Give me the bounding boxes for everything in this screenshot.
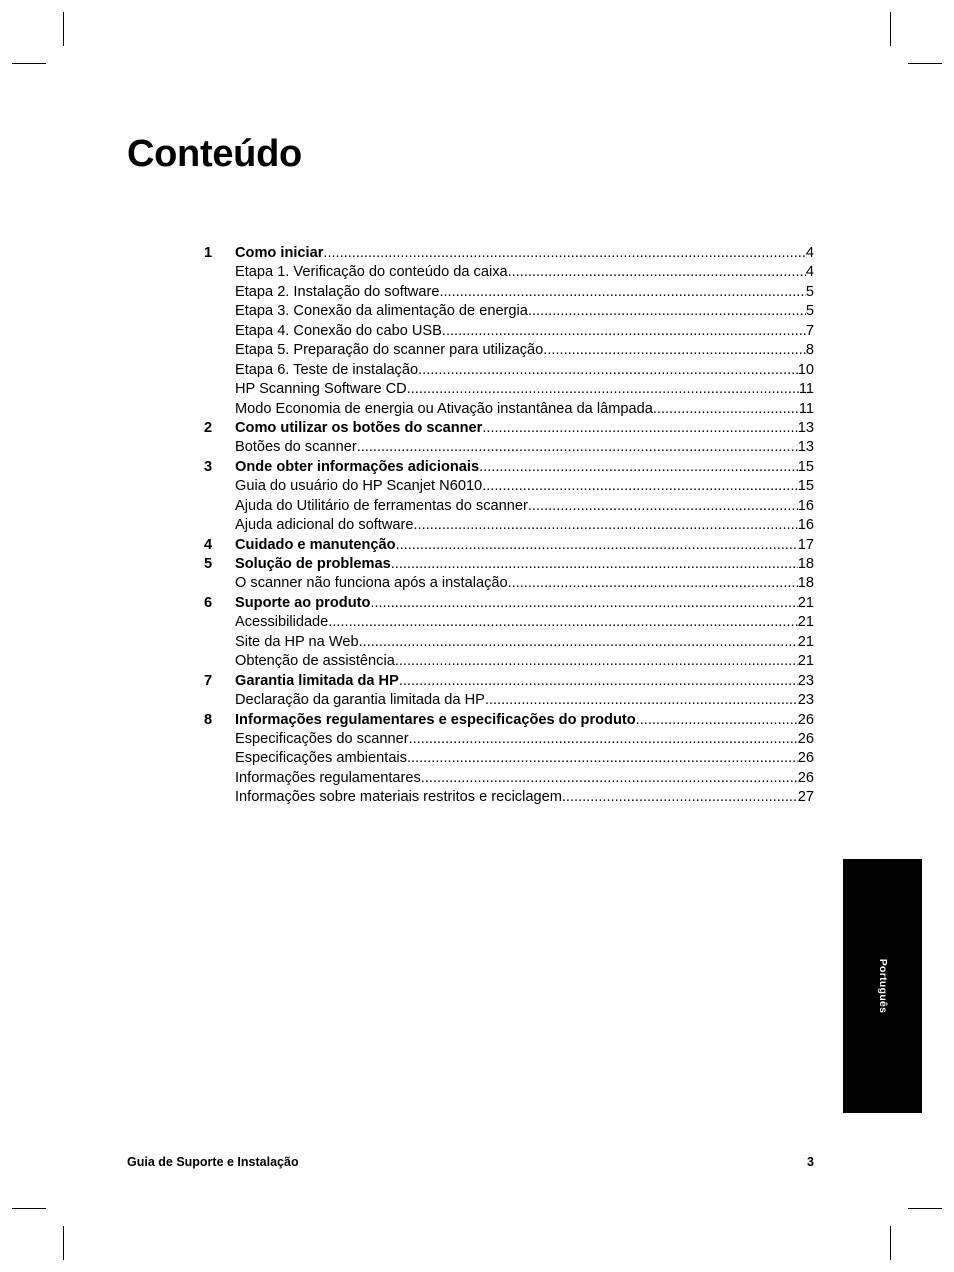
toc-section-link[interactable] — [235, 769, 814, 788]
toc-row — [204, 419, 814, 438]
toc-page-number: 10 — [797, 361, 814, 378]
toc-dot-leader — [413, 516, 797, 535]
toc-row — [204, 361, 814, 380]
toc-page-number: 21 — [797, 633, 814, 650]
language-tab — [843, 859, 922, 1113]
toc-entry-label: Informações sobre materiais restritos e reciclagem — [235, 789, 562, 806]
toc-row — [204, 711, 814, 730]
toc-chapter-link[interactable] — [235, 419, 814, 438]
toc-page-number: 11 — [798, 400, 814, 417]
toc-chapter-link[interactable] — [235, 711, 814, 730]
toc-page-number: 5 — [805, 303, 814, 320]
toc-page-number: 26 — [797, 750, 814, 767]
toc-entry-label: Garantia limitada da HP — [235, 672, 399, 689]
toc-page-number: 23 — [797, 672, 814, 689]
toc-entry-label: Ajuda do Utilitário de ferramentas do scanner — [235, 497, 528, 514]
toc-section-link[interactable] — [235, 691, 814, 710]
toc-page-number: 27 — [797, 789, 814, 806]
toc-page-number: 26 — [797, 730, 814, 747]
page-number: 3 — [807, 1155, 814, 1169]
toc-dot-leader — [508, 263, 806, 282]
toc-row — [204, 341, 814, 360]
toc-entry-label: Acessibilidade — [235, 614, 329, 631]
toc-page-number: 18 — [797, 575, 814, 592]
toc-dot-leader — [407, 749, 798, 768]
toc-row — [204, 672, 814, 691]
toc-page-number: 21 — [797, 594, 814, 611]
toc-dot-leader — [328, 613, 797, 632]
toc-page-number: 15 — [797, 458, 814, 475]
toc-chapter-link[interactable] — [235, 672, 814, 691]
toc-chapter-link[interactable] — [235, 555, 814, 574]
toc-dot-leader — [323, 244, 805, 263]
toc-entry-label: Etapa 5. Preparação do scanner para utilização — [235, 342, 544, 359]
toc-chapter-number: 1 — [204, 245, 213, 261]
toc-section-link[interactable] — [235, 322, 814, 341]
toc-row — [204, 652, 814, 671]
toc-dot-leader — [439, 283, 805, 302]
toc-entry-label: HP Scanning Software CD — [235, 381, 407, 398]
toc-section-link[interactable] — [235, 730, 814, 749]
toc-section-link[interactable] — [235, 749, 814, 768]
toc-section-link[interactable] — [235, 361, 814, 380]
toc-entry-label: Etapa 6. Teste de instalação — [235, 361, 419, 378]
toc-section-link[interactable] — [235, 574, 814, 593]
toc-entry-label: Ajuda adicional do software — [235, 517, 414, 534]
toc-chapter-number: 2 — [204, 419, 213, 436]
toc-section-link[interactable] — [235, 380, 814, 399]
toc-dot-leader — [543, 341, 806, 360]
toc-dot-leader — [528, 497, 798, 516]
toc-page-number: 13 — [797, 439, 814, 456]
toc-dot-leader — [562, 788, 798, 807]
toc-section-link[interactable] — [235, 613, 814, 632]
toc-entry-label: Declaração da garantia limitada da HP — [235, 692, 485, 709]
toc-chapter-number: 3 — [204, 458, 213, 475]
toc-dot-leader — [391, 555, 798, 574]
toc-entry-label: Etapa 1. Verificação do conteúdo da caixa — [235, 264, 508, 281]
toc-section-link[interactable] — [235, 302, 814, 321]
toc-page-number: 18 — [797, 556, 814, 572]
toc-chapter-link[interactable] — [235, 594, 814, 613]
toc-entry-label: Especificações do scanner — [235, 730, 409, 747]
toc-dot-leader — [399, 672, 798, 691]
toc-page-number: 7 — [805, 322, 814, 339]
toc-chapter-number: 5 — [204, 556, 213, 572]
toc-entry-label: Onde obter informações adicionais — [235, 458, 480, 475]
toc-entry-label: Como utilizar os botões do scanner — [235, 419, 483, 436]
toc-dot-leader — [407, 380, 799, 399]
page-title: Conteúdo — [127, 133, 302, 175]
toc-entry-label: Etapa 4. Conexão do cabo USB — [235, 322, 442, 339]
toc-section-link[interactable] — [235, 633, 814, 652]
toc-chapter-link[interactable] — [235, 458, 814, 477]
toc-row — [204, 244, 814, 263]
toc-row — [204, 497, 814, 516]
toc-entry-label: Informações regulamentares — [235, 769, 421, 786]
toc-entry-label: Solução de problemas — [235, 556, 391, 572]
toc-row — [204, 400, 814, 419]
toc-row — [204, 788, 814, 807]
toc-entry-label: Como iniciar — [235, 245, 324, 261]
toc-row — [204, 749, 814, 768]
toc-row — [204, 322, 814, 341]
toc-dot-leader — [409, 730, 798, 749]
toc-row — [204, 302, 814, 321]
toc-page-number: 23 — [797, 692, 814, 709]
toc-section-link[interactable] — [235, 263, 814, 282]
toc-row — [204, 730, 814, 749]
toc-dot-leader — [418, 361, 798, 380]
toc-entry-label: Cuidado e manutenção — [235, 536, 396, 553]
toc-page-number: 17 — [797, 536, 814, 553]
toc-chapter-number: 6 — [204, 594, 213, 611]
crop-mark — [12, 63, 46, 64]
toc-page-number: 21 — [797, 653, 814, 670]
toc-row — [204, 263, 814, 282]
toc-row — [204, 574, 814, 593]
toc-entry-label: Modo Economia de energia ou Ativação instantânea da lâmpada — [235, 400, 653, 417]
toc-entry-label: O scanner não funciona após a instalação — [235, 575, 508, 592]
crop-mark — [890, 12, 891, 46]
table-of-contents — [204, 244, 814, 808]
toc-chapter-number: 8 — [204, 711, 213, 728]
toc-chapter-link[interactable] — [235, 536, 814, 555]
toc-chapter-number: 4 — [204, 536, 213, 553]
toc-entry-label: Etapa 2. Instalação do software — [235, 283, 440, 300]
crop-mark — [63, 12, 64, 46]
toc-section-link[interactable] — [235, 283, 814, 302]
toc-entry-label: Etapa 3. Conexão da alimentação de energia — [235, 303, 528, 320]
crop-mark — [908, 63, 942, 64]
toc-row — [204, 613, 814, 632]
toc-page-number: 26 — [797, 769, 814, 786]
footer-title: Guia de Suporte e Instalação — [127, 1155, 299, 1169]
crop-mark — [890, 1226, 891, 1260]
toc-page-number: 5 — [805, 283, 814, 300]
toc-page-number: 16 — [797, 517, 814, 534]
toc-row — [204, 536, 814, 555]
toc-dot-leader — [442, 322, 806, 341]
toc-row — [204, 516, 814, 535]
toc-page-number: 8 — [805, 342, 814, 359]
toc-row — [204, 438, 814, 457]
toc-row — [204, 283, 814, 302]
toc-page-number: 26 — [797, 711, 814, 728]
toc-page-number: 11 — [798, 381, 814, 398]
toc-chapter-link[interactable] — [235, 244, 814, 263]
toc-section-link[interactable] — [235, 788, 814, 807]
crop-mark — [63, 1226, 64, 1260]
language-tab-label: Português — [876, 958, 889, 1014]
toc-dot-leader — [396, 536, 798, 555]
toc-section-link[interactable] — [235, 438, 814, 457]
toc-section-link[interactable] — [235, 341, 814, 360]
toc-dot-leader — [482, 419, 797, 438]
toc-dot-leader — [421, 769, 798, 788]
toc-entry-label: Site da HP na Web — [235, 633, 359, 650]
toc-chapter-number: 7 — [204, 672, 213, 689]
toc-page-number: 15 — [797, 478, 814, 495]
crop-mark — [908, 1208, 942, 1209]
crop-mark — [12, 1208, 46, 1209]
toc-row — [204, 691, 814, 710]
toc-section-link[interactable] — [235, 477, 814, 496]
toc-entry-label: Especificações ambientais — [235, 750, 407, 767]
toc-section-link[interactable] — [235, 400, 814, 419]
toc-page-number: 4 — [805, 264, 814, 281]
toc-dot-leader — [370, 594, 797, 613]
toc-dot-leader — [528, 302, 806, 321]
toc-dot-leader — [479, 458, 798, 477]
toc-dot-leader — [482, 477, 798, 496]
toc-section-link[interactable] — [235, 652, 814, 671]
toc-dot-leader — [508, 574, 798, 593]
toc-dot-leader — [653, 400, 799, 419]
toc-row — [204, 555, 814, 574]
toc-page-number: 21 — [797, 614, 814, 631]
toc-row — [204, 633, 814, 652]
toc-entry-label: Guia do usuário do HP Scanjet N6010 — [235, 478, 483, 495]
toc-entry-label: Informações regulamentares e especificações do produto — [235, 711, 636, 728]
toc-entry-label: Botões do scanner — [235, 439, 357, 456]
toc-row — [204, 380, 814, 399]
toc-entry-label: Obtenção de assistência — [235, 653, 395, 670]
toc-section-link[interactable] — [235, 516, 814, 535]
toc-dot-leader — [359, 633, 798, 652]
toc-entry-label: Suporte ao produto — [235, 594, 371, 611]
toc-row — [204, 477, 814, 496]
toc-page-number: 13 — [797, 419, 814, 436]
toc-page-number: 16 — [797, 497, 814, 514]
toc-dot-leader — [485, 691, 798, 710]
toc-section-link[interactable] — [235, 497, 814, 516]
toc-row — [204, 594, 814, 613]
toc-dot-leader — [395, 652, 798, 671]
toc-row — [204, 458, 814, 477]
toc-dot-leader — [357, 438, 798, 457]
toc-page-number: 4 — [805, 245, 814, 261]
toc-dot-leader — [636, 711, 798, 730]
toc-row — [204, 769, 814, 788]
